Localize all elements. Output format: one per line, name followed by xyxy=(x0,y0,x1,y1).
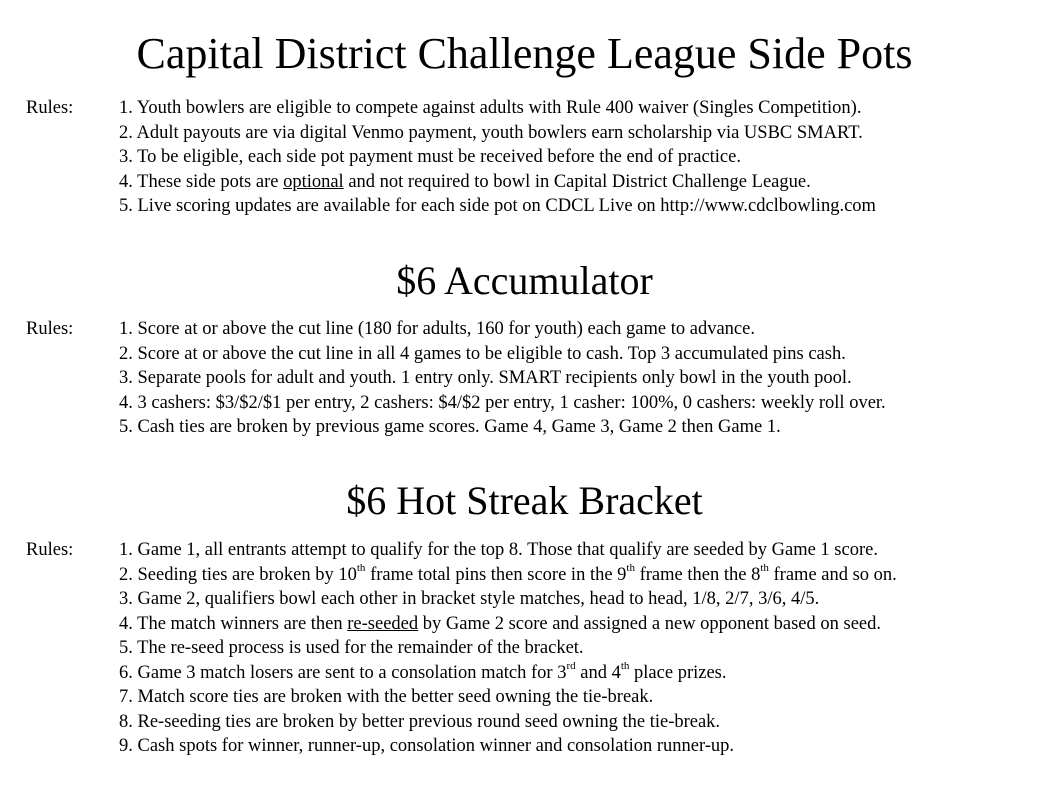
rule-item: 7. Match score ties are broken with the better seed owning the tie-break. xyxy=(119,687,654,707)
rule-item: 1. Score at or above the cut line (180 for adults, 160 for youth) each game to advance. xyxy=(119,319,755,339)
section-heading-hot-streak-bracket: $6 Hot Streak Bracket xyxy=(346,478,703,523)
page-title: Capital District Challenge League Side Pots xyxy=(136,29,913,78)
rules-label-accumulator: Rules: xyxy=(26,319,74,339)
underlined-text: re-seeded xyxy=(347,613,419,634)
rule-item: 4. The match winners are then re-seeded by Game 2 score and assigned a new opponent based on seed. xyxy=(119,613,882,634)
rules-list-general xyxy=(119,96,876,219)
rule-item: 9. Cash spots for winner, runner-up, consolation winner and consolation runner-up. xyxy=(119,736,735,756)
rule-item: 5. The re-seed process is used for the remainder of the bracket. xyxy=(119,638,584,658)
rule-item: 4. 3 cashers: $3/$2/$1 per entry, 2 cashers: $4/$2 per entry, 1 casher: 100%, 0 cashers: weekly roll over. xyxy=(119,392,886,413)
rule-item: 3. To be eligible, each side pot payment must be received before the end of practice. xyxy=(119,147,741,167)
rule-item: 3. Separate pools for adult and youth. 1 entry only. SMART recipients only bowl in the youth pool. xyxy=(119,368,852,388)
rule-item: 4. These side pots are optional and not required to bowl in Capital District Challenge League. xyxy=(119,171,811,192)
rules-label-general: Rules: xyxy=(26,98,74,118)
underlined-text: optional xyxy=(283,171,344,192)
rule-item: 2. Seeding ties are broken by 10th frame total pins then score in the 9th frame then the 8th frame and so on. xyxy=(119,562,897,585)
rule-item: 5. Live scoring updates are available for each side pot on CDCL Live on http://www.cdclbowling.com xyxy=(119,196,876,216)
rule-item: 1. Game 1, all entrants attempt to qualify for the top 8. Those that qualify are seeded by Game 1 score. xyxy=(119,540,878,560)
rule-item: 5. Cash ties are broken by previous game scores. Game 4, Game 3, Game 2 then Game 1. xyxy=(119,417,781,437)
rule-item: 8. Re-seeding ties are broken by better previous round seed owning the tie-break. xyxy=(119,711,721,732)
section-heading-accumulator: $6 Accumulator xyxy=(396,258,653,303)
rule-item: 6. Game 3 match losers are sent to a consolation match for 3rd and 4th place prizes. xyxy=(119,660,727,683)
rule-item: 1. Youth bowlers are eligible to compete against adults with Rule 400 waiver (Singles Competition). xyxy=(119,98,862,118)
rule-item: 3. Game 2, qualifiers bowl each other in bracket style matches, head to head, 1/8, 2/7, 3/6, 4/5. xyxy=(119,589,820,609)
rules-list-accumulator xyxy=(119,317,886,440)
rules-list-bracket xyxy=(119,538,897,759)
rules-label-bracket: Rules: xyxy=(26,540,74,560)
rule-item: 2. Score at or above the cut line in all 4 games to be eligible to cash. Top 3 accumulated pins cash. xyxy=(119,343,846,364)
rule-item: 2. Adult payouts are via digital Venmo payment, youth bowlers earn scholarship via USBC SMART. xyxy=(119,122,863,143)
